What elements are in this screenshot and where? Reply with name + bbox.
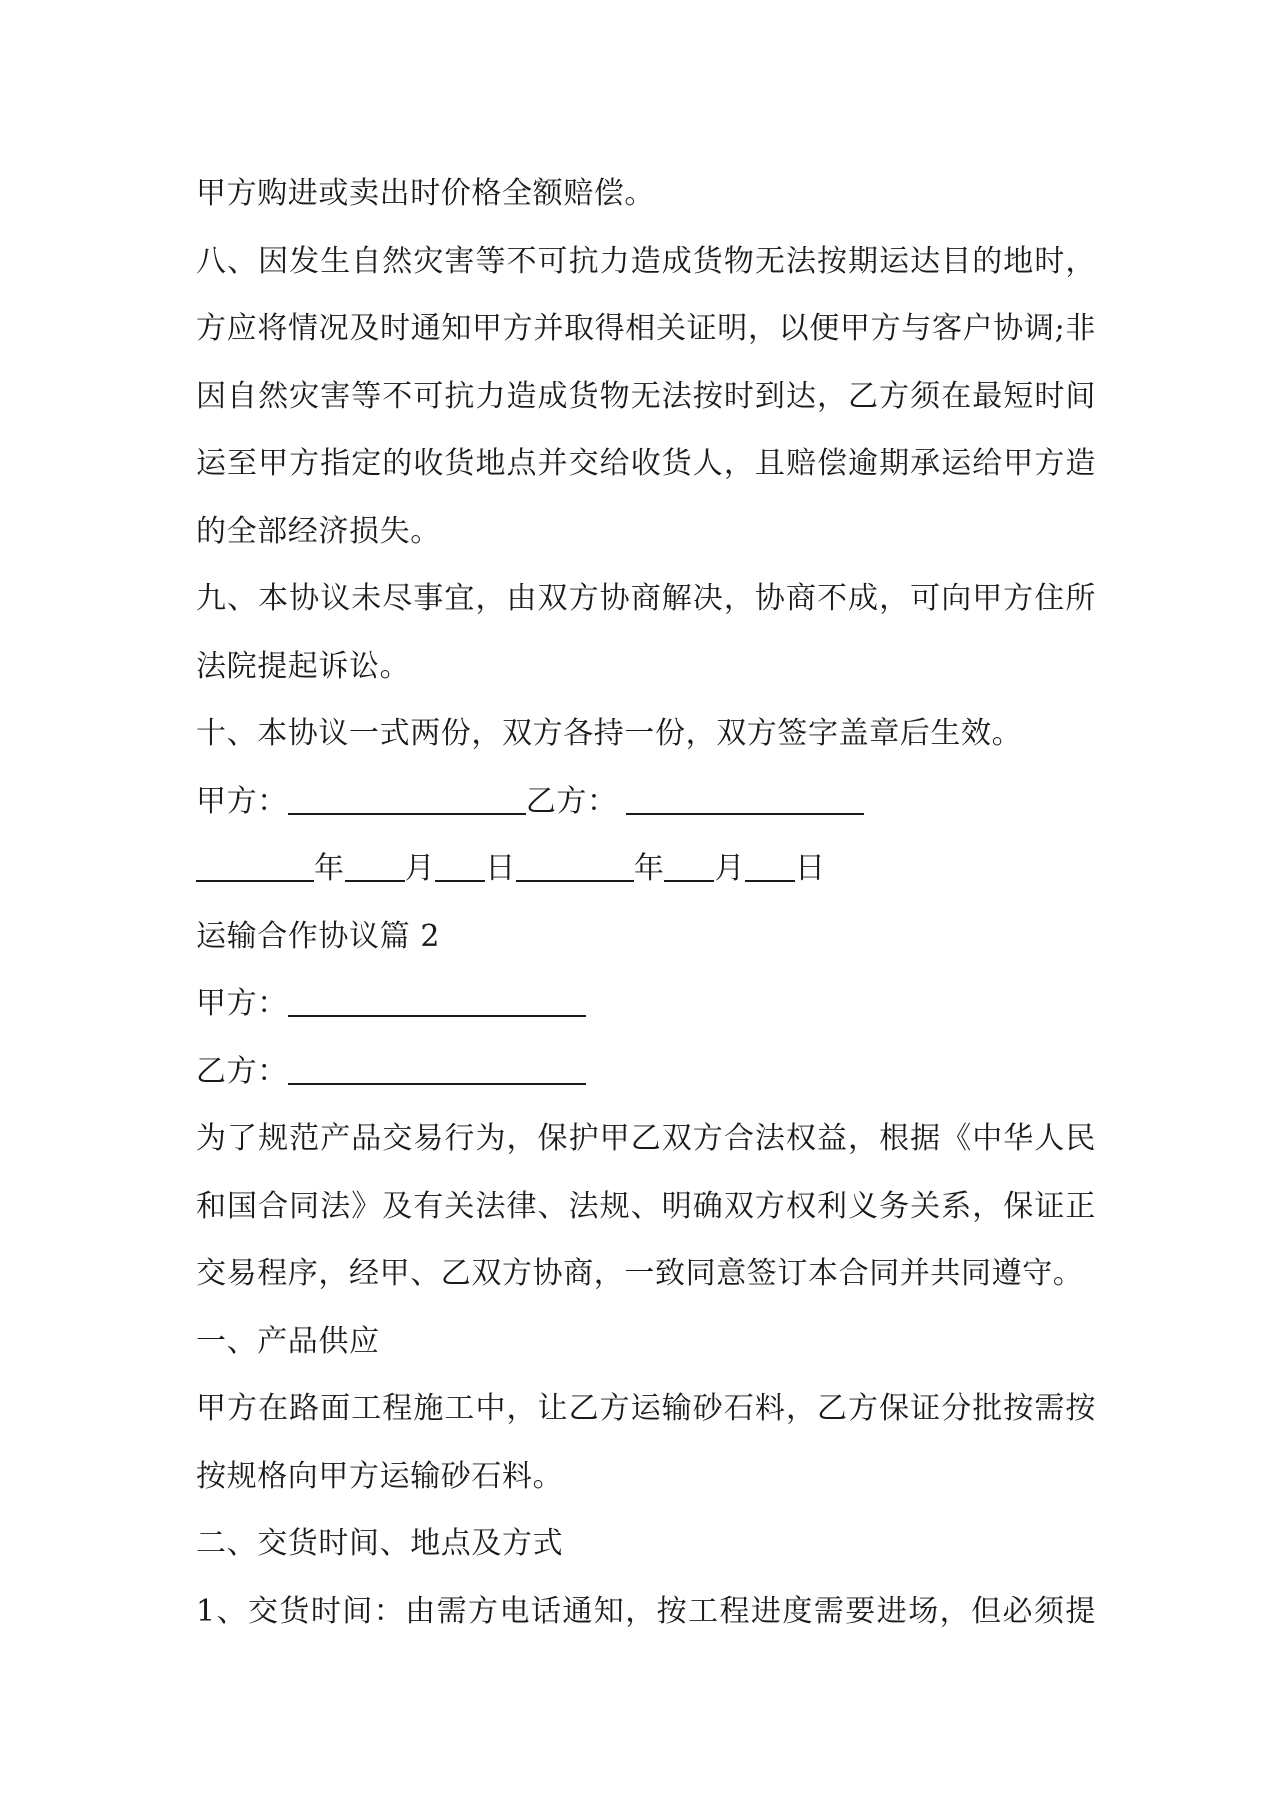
party-b-row	[196, 1038, 1096, 1106]
paragraph-line: 的全部经济损失。	[196, 513, 441, 549]
party-a-year-blank[interactable]	[196, 850, 314, 882]
party-b-label: 乙方：	[196, 1053, 288, 1089]
paragraph-line: 1、交货时间：由需方电话通知，按工程进度需要进场，但必须提	[196, 1593, 1096, 1629]
paragraph-line: 按规格向甲方运输砂石料。	[196, 1458, 564, 1494]
day-label: 日	[485, 851, 516, 886]
clause-heading: 二、交货时间、地点及方式	[196, 1526, 564, 1561]
paragraph-line: 交易程序，经甲、乙双方协商，一致同意签订本合同并共同遵守。	[196, 1256, 1084, 1291]
signature-row	[196, 768, 1096, 836]
party-a-day-blank[interactable]	[435, 850, 485, 882]
document-page	[196, 160, 1096, 1645]
paragraph-line: 十、本协议一式两份，双方各持一份，双方签字盖章后生效。	[196, 716, 1023, 751]
paragraph-line: 方应将情况及时通知甲方并取得相关证明，以便甲方与客户协调;非	[196, 311, 1096, 346]
party-b-signature-blank[interactable]	[626, 783, 864, 815]
section-title: 运输合作协议篇 2	[196, 918, 441, 954]
party-b-label: 乙方：	[525, 783, 618, 819]
party-a-label: 甲方：	[196, 986, 288, 1021]
year-label: 年	[633, 851, 665, 886]
paragraph-line: 法院提起诉讼。	[196, 648, 411, 684]
day-label: 日	[795, 851, 826, 886]
paragraph-line: 为了规范产品交易行为，保护甲乙双方合法权益，根据《中华人民	[196, 1121, 1096, 1156]
paragraph-line: 运至甲方指定的收货地点并交给收货人，且赔偿逾期承运给甲方造	[196, 446, 1096, 481]
month-label: 月	[714, 851, 746, 886]
party-a-row	[196, 970, 1096, 1038]
party-b-month-blank[interactable]	[664, 850, 714, 882]
paragraph-line: 八、因发生自然灾害等不可抗力造成货物无法按期运达目的地时，	[196, 243, 1096, 279]
paragraph-line: 甲方在路面工程施工中，让乙方运输砂石料，乙方保证分批按需按	[196, 1391, 1096, 1426]
party-b-day-blank[interactable]	[745, 850, 795, 882]
party-a-label: 甲方：	[196, 783, 288, 819]
month-label: 月	[404, 851, 436, 886]
party-a-signature-blank[interactable]	[288, 783, 526, 815]
paragraph-line: 因自然灾害等不可抗力造成货物无法按时到达，乙方须在最短时间	[196, 378, 1096, 414]
date-row	[196, 835, 1096, 903]
clause-heading: 一、产品供应	[196, 1323, 380, 1359]
party-a-name-blank[interactable]	[288, 985, 586, 1017]
paragraph-line: 甲方购进或卖出时价格全额赔偿。	[196, 176, 655, 211]
paragraph-line: 和国合同法》及有关法律、法规、明确双方权利义务关系，保证正	[196, 1188, 1096, 1224]
party-b-year-blank[interactable]	[516, 850, 634, 882]
party-a-month-blank[interactable]	[345, 850, 405, 882]
paragraph-line: 九、本协议未尽事宜，由双方协商解决，协商不成，可向甲方住所	[196, 581, 1096, 616]
party-b-name-blank[interactable]	[288, 1053, 586, 1085]
year-label: 年	[314, 851, 345, 886]
